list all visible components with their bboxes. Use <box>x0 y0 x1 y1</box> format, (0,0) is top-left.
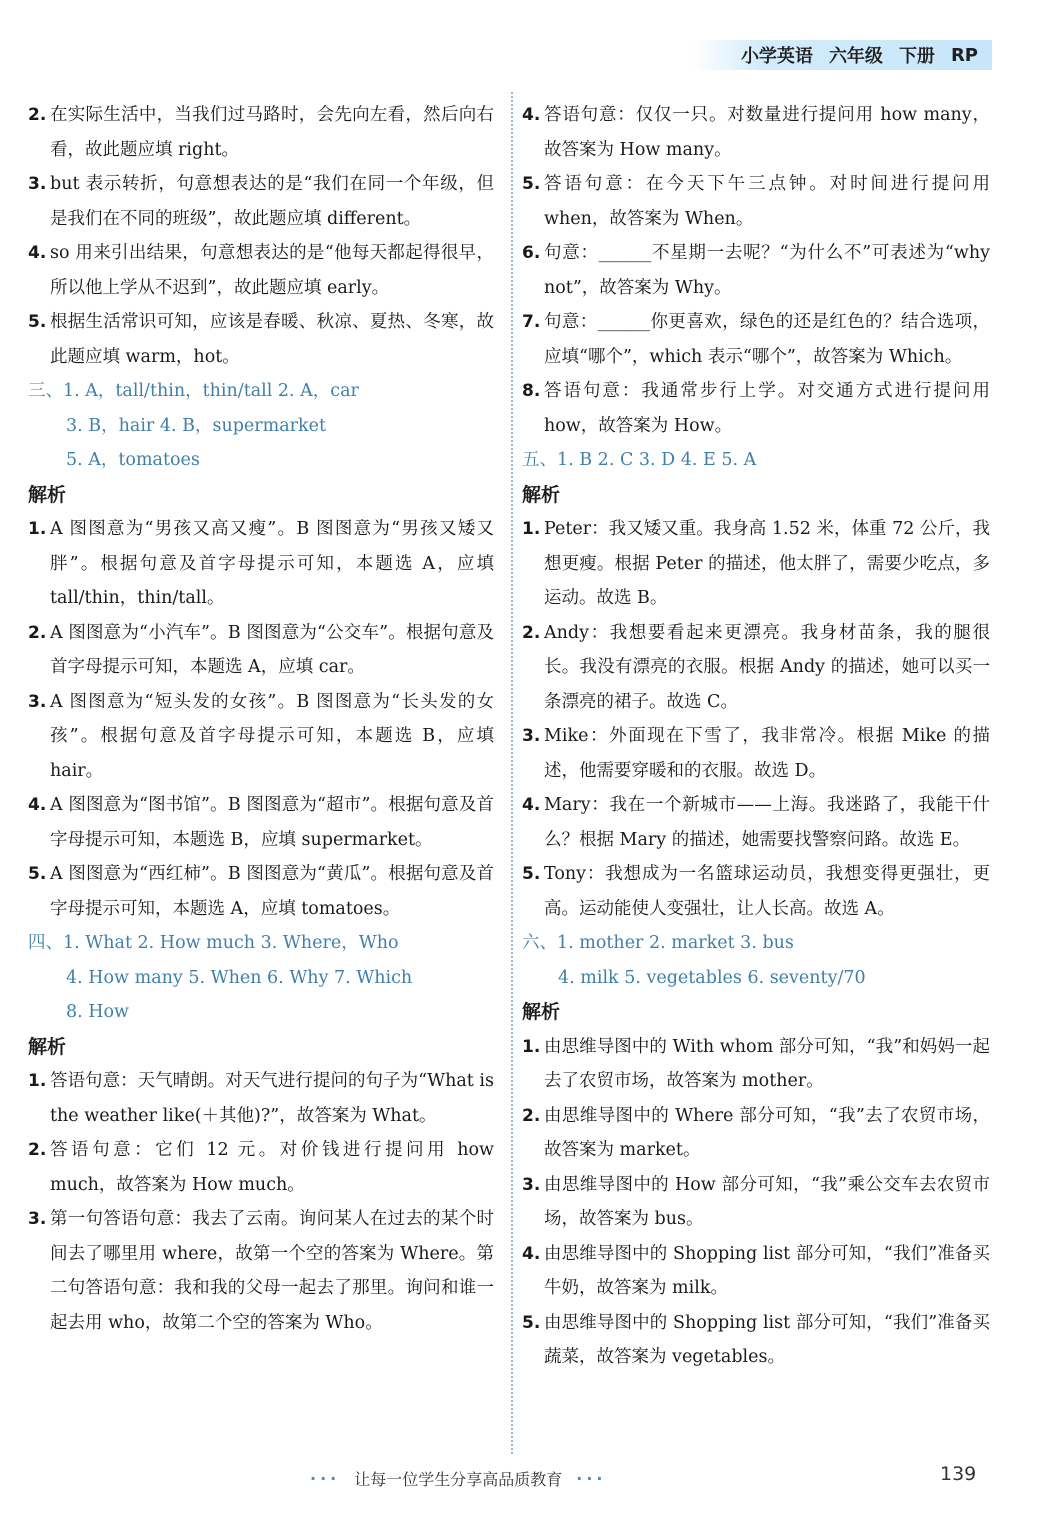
item-number: 2. <box>522 1105 541 1126</box>
right-column <box>522 98 990 1375</box>
item-text: Mary：我在一个新城市——上海。我迷路了，我能干什么？根据 Mary 的描述，她需要找警察问路。故选 E。 <box>544 795 990 850</box>
list-item <box>522 788 990 857</box>
item-text: A 图图意为“图书馆”。B 图图意为“超市”。根据句意及首字母提示可知，本题选 B，应填 supermarket。 <box>50 795 494 850</box>
left-items-a <box>28 98 494 374</box>
answer-line: 四、1. What 2. How much 3. Where，Who <box>28 933 399 953</box>
list-item <box>522 98 990 167</box>
item-text: Peter：我又矮又重。我身高 1.52 米，体重 72 公斤，我想更瘦。根据 Peter 的描述，他太胖了，需要少吃点，多运动。故选 B。 <box>544 519 990 608</box>
list-item <box>522 1099 990 1168</box>
answer-line: 三、1. A，tall/thin，thin/tall 2. A，car <box>28 381 359 401</box>
item-text: A 图图意为“西红柿”。B 图图意为“黄瓜”。根据句意及首字母提示可知，本题选 A，应填 tomatoes。 <box>50 864 494 919</box>
item-number: 5. <box>28 312 47 332</box>
item-text: Mike：外面现在下雪了，我非常冷。根据 Mike 的描述，他需要穿暖和的衣服。故选 D。 <box>544 726 990 781</box>
footer-dots-left: ··· <box>310 1469 341 1488</box>
item-number: 8. <box>522 381 541 401</box>
item-text: 答语句意：我通常步行上学。对交通方式进行提问用 how，故答案为 How。 <box>544 381 990 436</box>
column-divider <box>511 92 513 1454</box>
list-item <box>522 1030 990 1099</box>
item-number: 2. <box>28 105 47 125</box>
item-number: 4. <box>522 795 541 815</box>
analysis-heading: 解析 <box>522 1001 561 1023</box>
list-item <box>522 719 990 788</box>
analysis-heading: 解析 <box>28 1035 67 1058</box>
item-number: 5. <box>522 864 541 884</box>
list-item <box>28 1133 494 1202</box>
answer-line: 8. How <box>66 1002 130 1022</box>
answer-line: 4. milk 5. vegetables 6. seventy/70 <box>558 967 866 988</box>
right-items-b <box>522 512 990 926</box>
item-number: 1. <box>522 519 541 539</box>
item-text: 答语句意：仅仅一只。对数量进行提问用 how many，故答案为 How many。 <box>544 105 990 160</box>
item-text: Tony：我想成为一名篮球运动员，我想变得更强壮，更高。运动能使人变强壮，让人长高。故选 A。 <box>544 864 990 919</box>
answer-block-si <box>28 926 494 1030</box>
answer-block-liu <box>522 926 990 995</box>
list-item <box>28 788 494 857</box>
item-text: 第一句答语句意：我去了云南。询问某人在过去的某个时间去了哪里用 where，故第一个空的答案为 Where。第二句答语句意：我和我的父母一起去了那里。询问和谁一起去用 who，故第二个空的答案为 Who。 <box>50 1209 494 1333</box>
item-text: A 图图意为“小汽车”。B 图图意为“公交车”。根据句意及首字母提示可知，本题选 A，应填 car。 <box>50 622 494 677</box>
item-text: 由思维导图中的 How 部分可知，“我”乘公交车去农贸市场，故答案为 bus。 <box>544 1174 990 1229</box>
footer-slogan: 让每一位学生分享高品质教育 <box>354 1470 563 1489</box>
list-item <box>522 236 990 305</box>
item-number: 1. <box>28 519 47 539</box>
list-item <box>522 374 990 443</box>
list-item <box>28 305 494 374</box>
list-item <box>522 616 990 720</box>
list-item <box>522 1237 990 1306</box>
item-number: 3. <box>28 174 47 194</box>
list-item <box>28 98 494 167</box>
item-text: 答语句意：天气晴朗。对天气进行提问的句子为“What is the weather like(＋其他)?”，故答案为 What。 <box>50 1071 494 1126</box>
analysis-heading: 解析 <box>28 483 67 506</box>
item-number: 6. <box>522 243 541 263</box>
left-column <box>28 98 494 1340</box>
list-item <box>522 1168 990 1237</box>
item-number: 3. <box>522 1174 541 1195</box>
list-item <box>28 685 494 789</box>
list-item <box>28 167 494 236</box>
item-text: 答语句意：它们 12 元。对价钱进行提问用 how much，故答案为 How much。 <box>50 1140 494 1195</box>
header-edition: RP <box>950 44 978 66</box>
list-item <box>522 305 990 374</box>
list-item <box>522 512 990 616</box>
item-number: 3. <box>28 1209 47 1229</box>
list-item <box>28 1202 494 1340</box>
header-subject: 小学英语 <box>740 46 813 67</box>
answer-line: 六、1. mother 2. market 3. bus <box>522 933 794 953</box>
item-text: 句意：______你更喜欢，绿色的还是红色的？结合选项，应填“哪个”，which 表示“哪个”，故答案为 Which。 <box>544 312 990 367</box>
item-number: 4. <box>522 105 541 125</box>
item-text: 在实际生活中，当我们过马路时，会先向左看，然后向右看，故此题应填 right。 <box>50 105 494 160</box>
page-footer <box>310 1467 606 1490</box>
left-items-b <box>28 512 494 926</box>
list-item <box>28 616 494 685</box>
list-item <box>522 167 990 236</box>
item-number: 7. <box>522 312 541 332</box>
item-number: 5. <box>28 864 47 884</box>
footer-dots-right: ··· <box>576 1469 607 1488</box>
item-text: 句意：______不星期一去呢？“为什么不”可表述为“why not”，故答案为 Why。 <box>544 243 990 298</box>
list-item <box>28 236 494 305</box>
left-items-c <box>28 1064 494 1340</box>
list-item <box>28 857 494 926</box>
item-number: 3. <box>28 691 47 712</box>
answer-line: 3. B，hair 4. B，supermarket <box>66 415 327 436</box>
item-number: 2. <box>28 622 47 643</box>
right-items-a <box>522 98 990 443</box>
item-text: Andy：我想要看起来更漂亮。我身材苗条，我的腿很长。我没有漂亮的衣服。根据 Andy 的描述，她可以买一条漂亮的裙子。故选 C。 <box>544 622 990 712</box>
item-text: 答语句意：在今天下午三点钟。对时间进行提问用 when，故答案为 When。 <box>544 174 990 229</box>
item-text: 由思维导图中的 With whom 部分可知，“我”和妈妈一起去了农贸市场，故答案为 mother。 <box>544 1036 990 1091</box>
page-number: 139 <box>940 1463 977 1485</box>
header-volume: 下册 <box>898 46 935 67</box>
analysis-heading: 解析 <box>522 483 561 506</box>
item-text: A 图图意为“男孩又高又瘦”。B 图图意为“男孩又矮又胖”。根据句意及首字母提示可知，本题选 A，应填 tall/thin，thin/tall。 <box>50 519 494 608</box>
item-number: 4. <box>28 795 47 815</box>
item-number: 5. <box>522 174 541 194</box>
item-number: 2. <box>28 1140 47 1160</box>
answer-block-san <box>28 374 494 478</box>
item-number: 3. <box>522 726 541 746</box>
item-text: 根据生活常识可知，应该是春暖、秋凉、夏热、冬寒，故此题应填 warm，hot。 <box>50 312 494 367</box>
item-number: 4. <box>522 1243 541 1264</box>
item-number: 2. <box>522 622 541 643</box>
answer-line: 五、1. B 2. C 3. D 4. E 5. A <box>522 450 757 470</box>
item-number: 1. <box>522 1036 541 1057</box>
item-text: A 图图意为“短头发的女孩”。B 图图意为“长头发的女孩”。根据句意及首字母提示可知，本题选 B，应填 hair。 <box>50 691 494 781</box>
list-item <box>28 1064 494 1133</box>
item-text: 由思维导图中的 Shopping list 部分可知，“我们”准备买蔬菜，故答案为 vegetables。 <box>544 1312 990 1367</box>
right-items-c <box>522 1030 990 1375</box>
answer-block-wu <box>522 443 990 478</box>
item-number: 4. <box>28 243 47 263</box>
item-number: 5. <box>522 1312 541 1333</box>
answer-line: 4. How many 5. When 6. Why 7. Which <box>66 967 413 988</box>
item-text: 由思维导图中的 Shopping list 部分可知，“我们”准备买牛奶，故答案为 milk。 <box>544 1243 990 1298</box>
item-text: 由思维导图中的 Where 部分可知，“我”去了农贸市场，故答案为 market。 <box>544 1105 990 1160</box>
header-grade: 六年级 <box>828 46 883 67</box>
list-item <box>522 1306 990 1375</box>
page-header <box>693 40 992 70</box>
answer-line: 5. A，tomatoes <box>66 450 200 470</box>
list-item <box>522 857 990 926</box>
item-number: 1. <box>28 1071 47 1091</box>
list-item <box>28 512 494 616</box>
item-text: but 表示转折，句意想表达的是“我们在同一个年级，但是我们在不同的班级”，故此题应填 different。 <box>50 174 494 229</box>
item-text: so 用来引出结果，句意想表达的是“他每天都起得很早，所以他上学从不迟到”，故此题应填 early。 <box>50 243 494 298</box>
